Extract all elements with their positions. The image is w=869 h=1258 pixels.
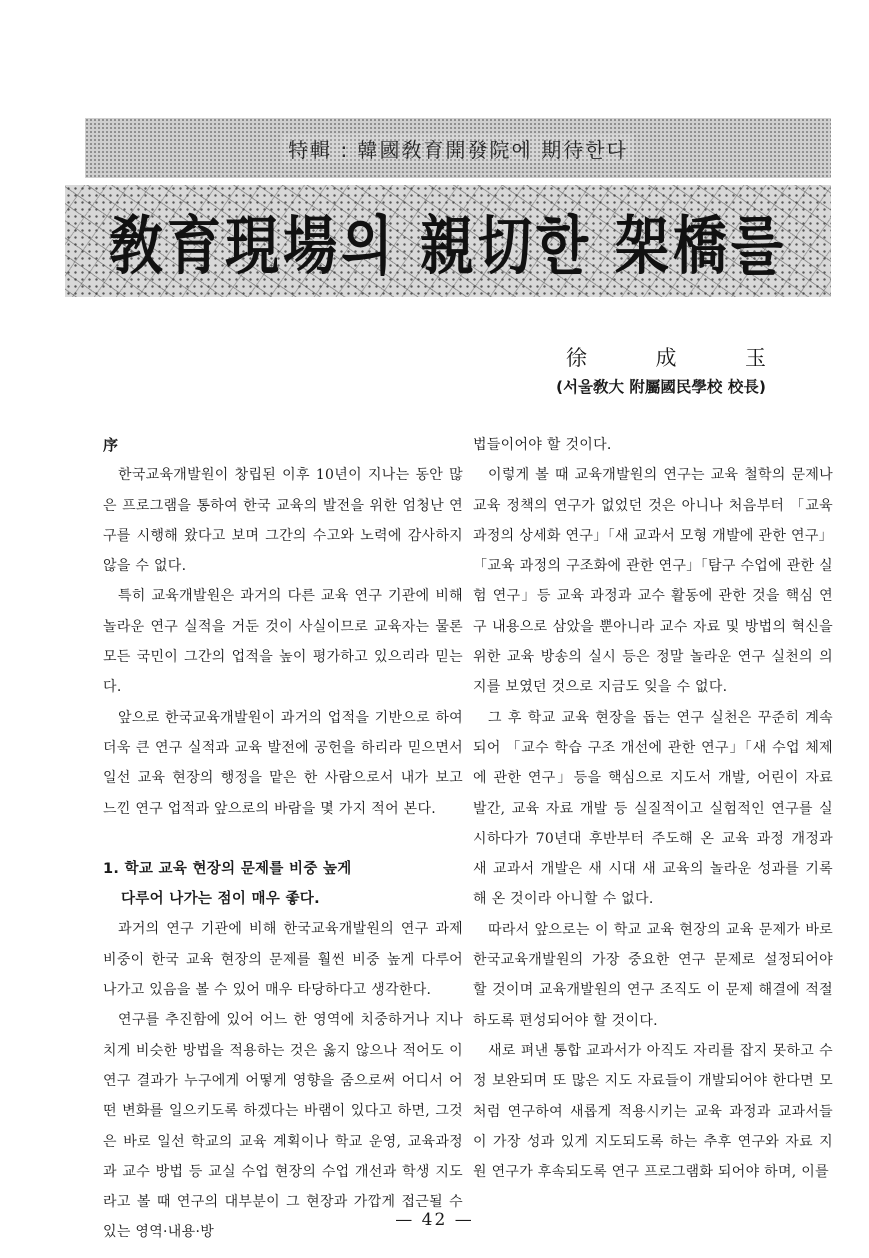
paragraph: 특히 교육개발원은 과거의 다른 교육 연구 기관에 비해 놀라운 연구 실적을 거둔 것이 사실이므로 교육자는 물론 모든 국민이 그간의 업적을 높이 평가하고 있으리라 믿는다. [103, 588, 463, 696]
paragraph: 새로 펴낸 통합 교과서가 아직도 자리를 잡지 못하고 수정 보완되며 또 많은 지도 자료들이 개발되어야 한다면 모처럼 연구하여 새롭게 적용시키는 교육 과정과 교과서들이 가장 성과 있게 지도되도록 하는 추후 연구와 자료 지원 연구가 후속되도록 연구 프로그램화 되어야 하며, 이를 [473, 1042, 833, 1181]
special-feature-banner [85, 118, 831, 178]
paragraph: 연구를 추진함에 있어 어느 한 영역에 치중하거나 지나치게 비슷한 방법을 적용하는 것은 옳지 않으나 적어도 이 연구 결과가 누구에게 어떻게 영향을 줌으로써 어디서 어떤 변화를 일으키도록 하겠다는 바램이 있다고 하면, 그것은 바로 일선 학교의 교육 계획이나 학교 운영, 교육과정과 교수 방법 등 교실 수업 현장의 수업 개선과 학생 지도라고 볼 때 연구의 대부분이 그 현장과 가깝게 접근될 수 있는 영역·내용·방 [103, 1012, 463, 1241]
preface-heading: 序 [103, 436, 119, 454]
banner-text: 特輯 : 韓國敎育開發院에 期待한다 [282, 134, 634, 163]
paragraph: 법들이어야 할 것이다. [473, 437, 612, 453]
author-name-char: 玉 [745, 346, 766, 370]
page-number: — 42 — [395, 1210, 474, 1230]
paragraph: 과거의 연구 기관에 비해 한국교육개발원의 연구 과제 비중이 한국 교육 현장의 문제를 훨씬 비중 높게 다루어 나가고 있음을 볼 수 있어 매우 타당하다고 생각한다. [103, 921, 463, 999]
paragraph: 이렇게 볼 때 교육개발원의 연구는 교육 철학의 문제나 교육 정책의 연구가 없었던 것은 아니나 처음부터 「교육 과정의 상세화 연구」「새 교과서 모형 개발에 관한 연구」「교육 과정의 구조화에 관한 연구」「탐구 수업에 관한 실험 연구」등 교육 과정과 교수 활동에 관한 것을 핵심 연구 내용으로 삼았을 뿐아니라 교수 자료 및 방법의 혁신을 위한 교육 방송의 실시 등은 정말 놀라운 연구 실천의 의지를 보였던 것으로 지금도 잊을 수 없다. [473, 467, 833, 696]
paragraph: 앞으로 한국교육개발원이 과거의 업적을 기반으로 하여 더욱 큰 연구 실적과 교육 발전에 공헌을 하리라 믿으면서 일선 교육 현장의 행정을 맡은 한 사람으로서 내가 보고 느낀 연구 업적과 앞으로의 바람을 몇 가지 적어 본다. [103, 709, 463, 817]
right-column [473, 430, 833, 1187]
left-column [103, 430, 463, 1248]
author-affiliation: (서울敎大 附屬國民學校 校長) [556, 378, 766, 396]
author-name-char: 徐 [566, 346, 587, 370]
author-name [566, 342, 766, 372]
author-name-char: 成 [655, 346, 677, 370]
paragraph: 따라서 앞으로는 이 학교 교육 현장의 교육 문제가 바로 한국교육개발원의 가장 중요한 연구 문제로 설정되어야 할 것이며 교육개발원의 연구 조직도 이 문제 해결에 적절하도록 편성되어야 할 것이다. [473, 921, 833, 1029]
section-heading-1 [103, 854, 463, 915]
section-heading-line: 다루어 나가는 점이 매우 좋다. [121, 891, 320, 908]
title-block [65, 185, 831, 297]
paragraph: 한국교육개발원이 창립된 이후 10년이 지나는 동안 많은 프로그램을 통하여 한국 교육의 발전을 위한 엄청난 연구를 시행해 왔다고 보며 그간의 수고와 노력에 감사하지 않을 수 없다. [103, 467, 463, 575]
article-title: 敎育現場의 親切한 架橋를 [108, 207, 788, 283]
section-heading-line: 1. 학교 교육 현장의 문제를 비중 높게 [103, 860, 352, 877]
paragraph: 그 후 학교 교육 현장을 돕는 연구 실천은 꾸준히 계속되어 「교수 학습 구조 개선에 관한 연구」「새 수업 체제에 관한 연구」등을 핵심으로 지도서 개발, 어린이 자료 발간, 교육 자료 개발 등 실질적이고 실험적인 연구를 실시하다가 70년대 후반부터 주도해 온 교육 과정 개정과 새 교과서 개발은 새 시대 새 교육의 놀라운 성과를 기록해 온 것이라 아니할 수 없다. [473, 709, 833, 908]
